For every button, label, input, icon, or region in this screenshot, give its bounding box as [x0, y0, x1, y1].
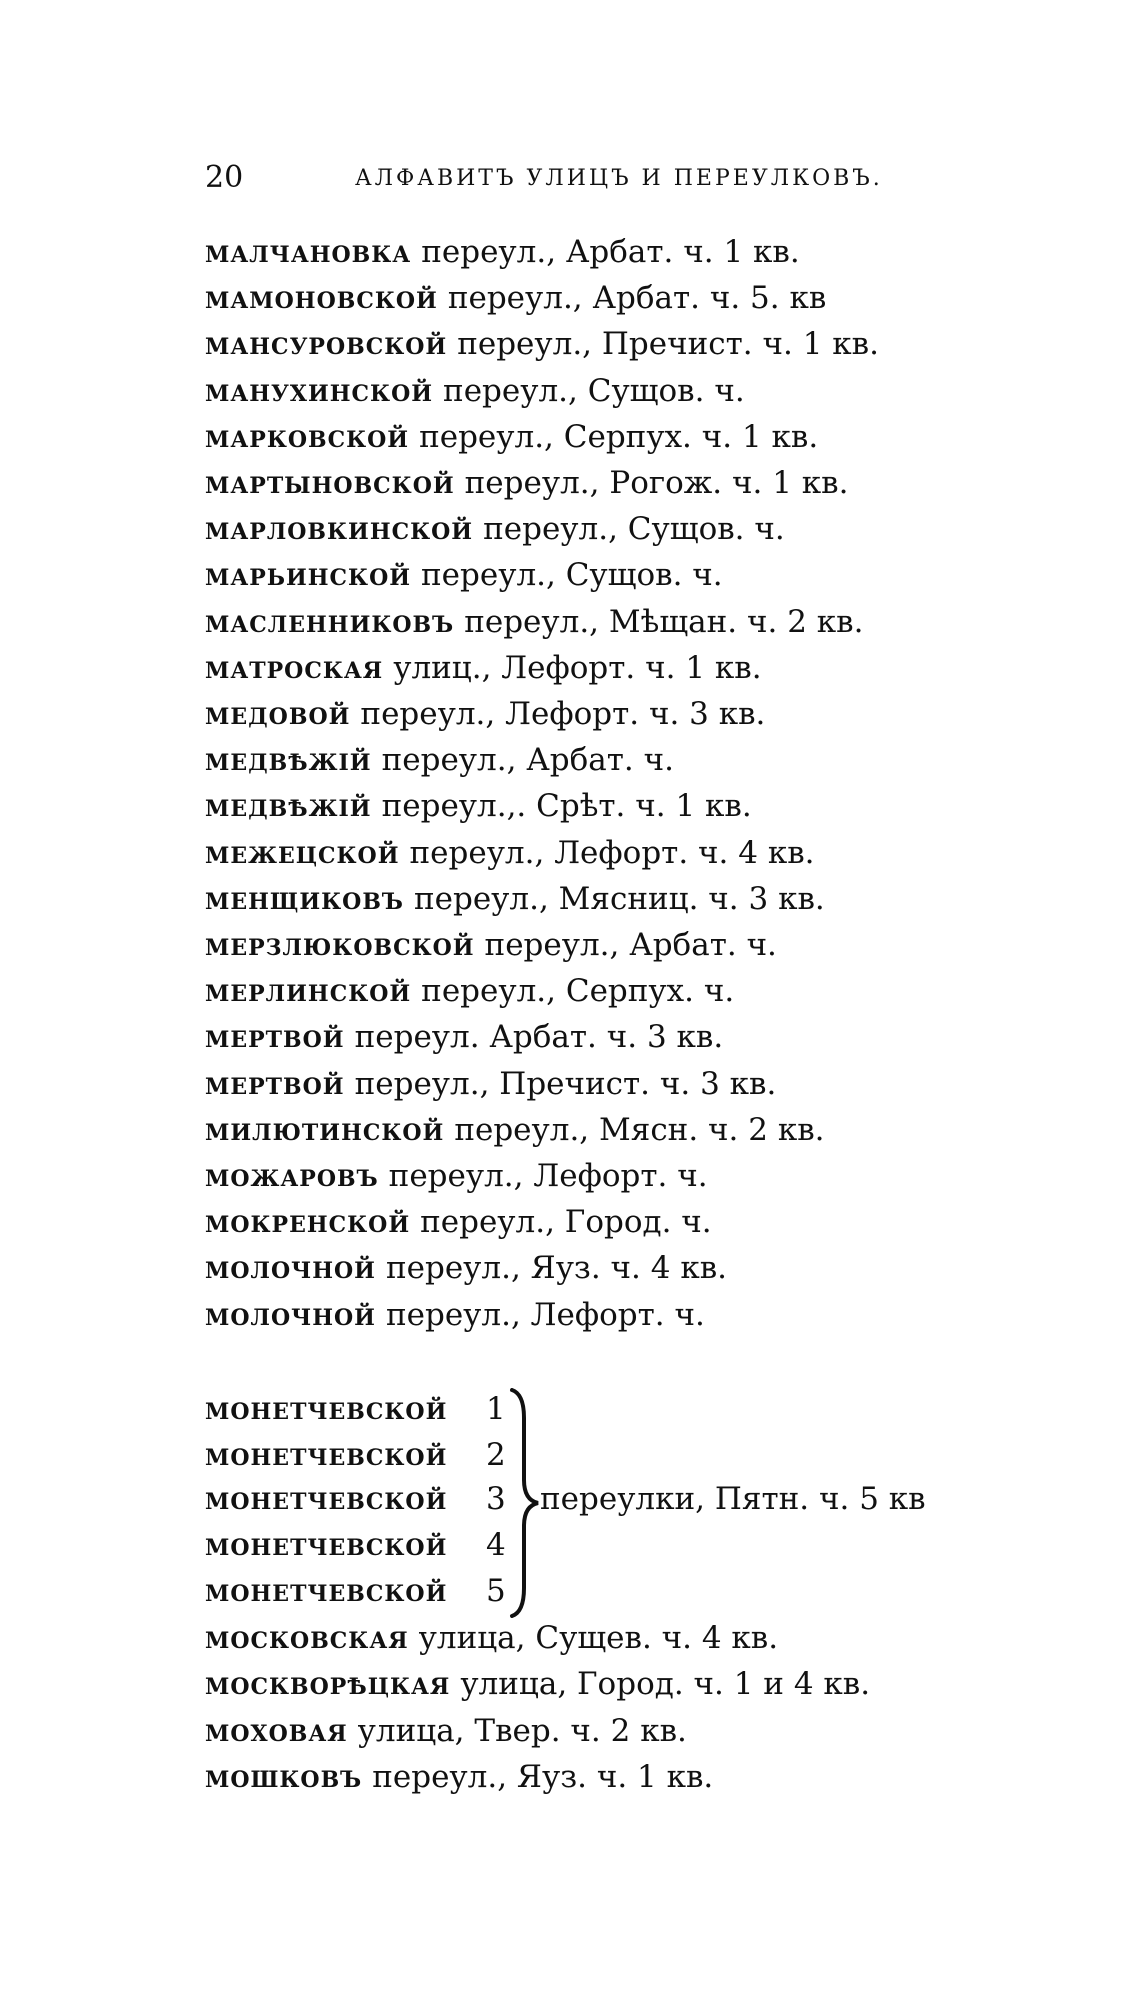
street-description: улица, Город. ч. 1 и 4 кв.: [460, 1666, 871, 1702]
street-name: мертвой: [205, 1066, 345, 1102]
street-name: медвѣжій: [205, 742, 372, 778]
street-name: марковской: [205, 419, 410, 455]
street-name: мамоновской: [205, 280, 438, 316]
group-street-number: 5: [486, 1573, 506, 1609]
street-description: переул., Яуз. ч. 4 кв.: [385, 1250, 728, 1286]
street-description: переул., Пречист. ч. 1 кв.: [457, 326, 879, 362]
list-item: [205, 1019, 724, 1055]
list-item: [205, 326, 879, 362]
street-description: переул., Арбат. ч. 1 кв.: [421, 234, 800, 270]
street-description: переул., Арбат. ч.: [484, 927, 777, 963]
group-street-number: 1: [486, 1391, 506, 1427]
street-name: московская: [205, 1620, 409, 1656]
street-name: моховая: [205, 1713, 348, 1749]
street-name: мошковъ: [205, 1759, 363, 1795]
list-item: [205, 696, 766, 732]
street-name: масленниковъ: [205, 604, 455, 640]
street-description: переул., Мѣщан. ч. 2 кв.: [464, 604, 864, 640]
list-item: [205, 1158, 708, 1194]
street-description: переул., Сущов. ч.: [421, 557, 723, 593]
street-description: улица, Твер. ч. 2 кв.: [357, 1713, 687, 1749]
street-description: переул., Серпух. ч. 1 кв.: [419, 419, 819, 455]
street-name: молочной: [205, 1250, 376, 1286]
street-description: улица, Сущев. ч. 4 кв.: [418, 1620, 779, 1656]
list-item: [205, 604, 864, 640]
group-street-number: 3: [486, 1481, 506, 1517]
list-item: [205, 973, 735, 1009]
group-description: переулки, Пятн. ч. 5 кв: [540, 1481, 926, 1517]
list-item: [205, 1759, 714, 1795]
list-item: [205, 1112, 825, 1148]
street-name: малчановка: [205, 234, 412, 270]
list-item: [205, 927, 777, 963]
street-name: марловкинской: [205, 511, 474, 547]
list-item: [205, 1620, 779, 1656]
street-description: переул., Лефорт. ч. 3 кв.: [360, 696, 766, 732]
group-street-name: монетчевской: [205, 1573, 448, 1609]
street-name: межецской: [205, 835, 400, 871]
street-description: переул., Рогож. ч. 1 кв.: [464, 465, 849, 501]
group-street-number: 4: [486, 1527, 506, 1563]
group-street-name: монетчевской: [205, 1481, 448, 1517]
street-name: мертвой: [205, 1019, 345, 1055]
list-item: [205, 650, 762, 686]
list-item: [205, 788, 752, 824]
group-street-number: 2: [486, 1437, 506, 1473]
street-description: переул., Лефорт. ч. 4 кв.: [409, 835, 815, 871]
street-description: переул. Арбат. ч. 3 кв.: [354, 1019, 724, 1055]
street-description: переул., Лефорт. ч.: [388, 1158, 708, 1194]
street-description: переул., Арбат. ч.: [381, 742, 674, 778]
street-name: москворѣцкая: [205, 1666, 451, 1702]
list-item: [205, 1666, 871, 1702]
street-name: менщиковъ: [205, 881, 404, 917]
page-number: 20: [205, 160, 244, 195]
list-item: [205, 511, 785, 547]
list-item: [205, 1204, 712, 1240]
list-item: [205, 280, 827, 316]
street-name: медовой: [205, 696, 351, 732]
list-item: [205, 835, 815, 871]
list-item: [205, 1297, 705, 1333]
street-description: переул., Пречист. ч. 3 кв.: [354, 1066, 777, 1102]
street-description: переул., Сущов. ч.: [483, 511, 785, 547]
street-description: переул., Арбат. ч. 5. кв: [447, 280, 827, 316]
street-name: мерлинской: [205, 973, 412, 1009]
list-item: [205, 234, 800, 270]
street-name: мокренской: [205, 1204, 411, 1240]
street-name: марьинской: [205, 557, 412, 593]
street-description: переул., Серпух. ч.: [421, 973, 735, 1009]
list-item: [205, 881, 825, 917]
street-name: можаровъ: [205, 1158, 379, 1194]
street-name: матроская: [205, 650, 384, 686]
list-item: [205, 419, 819, 455]
group-street-name: монетчевской: [205, 1527, 448, 1563]
list-item: [205, 465, 849, 501]
curly-brace-icon: [508, 1388, 542, 1618]
street-name: молочной: [205, 1297, 376, 1333]
group-street-name: монетчевской: [205, 1391, 448, 1427]
street-description: переул., Сущов. ч.: [443, 373, 745, 409]
street-name: мартыновской: [205, 465, 455, 501]
group-street-name: монетчевской: [205, 1437, 448, 1473]
list-item: [205, 373, 745, 409]
street-description: улиц., Лефорт. ч. 1 кв.: [393, 650, 762, 686]
list-item: [205, 742, 674, 778]
street-description: переул., Лефорт. ч.: [385, 1297, 705, 1333]
street-description: переул., Яуз. ч. 1 кв.: [372, 1759, 714, 1795]
street-name: мерзлюковской: [205, 927, 475, 963]
page-header: [205, 160, 925, 200]
street-name: мансуровской: [205, 326, 448, 362]
running-head: АЛФАВИТЪ УЛИЦЪ И ПЕРЕУЛКОВЪ.: [355, 166, 883, 191]
street-name: манухинской: [205, 373, 434, 409]
street-name: медвѣжій: [205, 788, 372, 824]
list-item: [205, 557, 723, 593]
street-description: переул., Город. ч.: [420, 1204, 712, 1240]
list-item: [205, 1250, 728, 1286]
street-description: переул., Мясн. ч. 2 кв.: [454, 1112, 825, 1148]
street-description: переул.,. Срѣт. ч. 1 кв.: [381, 788, 752, 824]
list-item: [205, 1713, 687, 1749]
list-item: [205, 1066, 777, 1102]
street-description: переул., Мясниц. ч. 3 кв.: [413, 881, 825, 917]
street-name: милютинской: [205, 1112, 445, 1148]
